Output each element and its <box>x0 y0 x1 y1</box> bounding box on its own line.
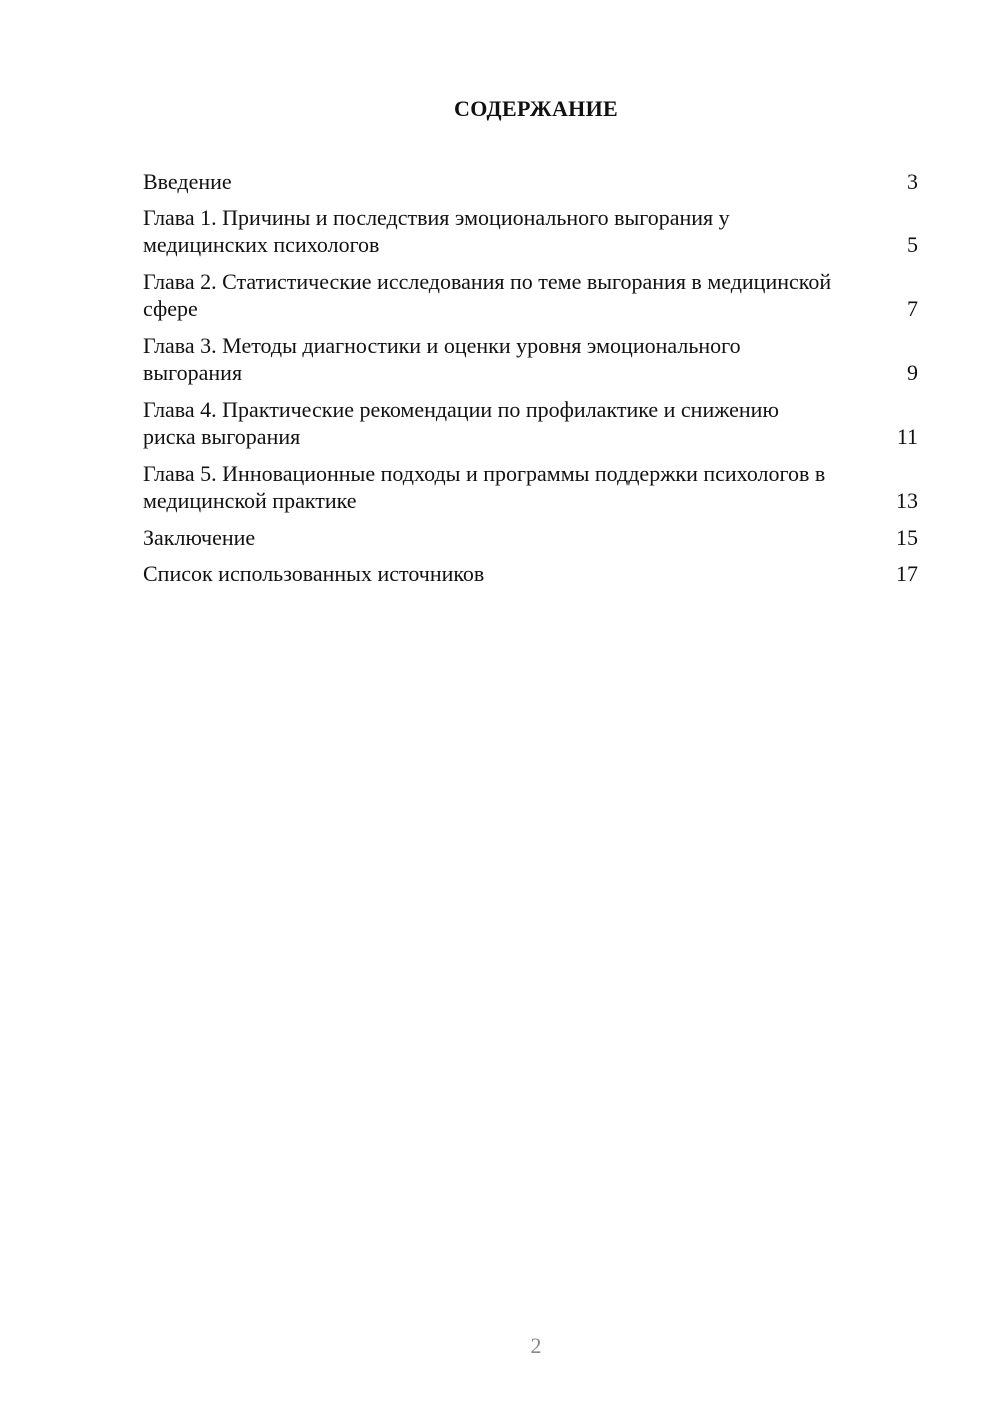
toc-entry-text: Заключение <box>143 525 256 550</box>
toc-entry-page: 17 <box>896 561 918 586</box>
toc-entry-introduction <box>143 168 918 195</box>
toc-entry-chapter-3 <box>143 332 918 386</box>
toc-entry-text: Глава 1. Причины и последствия эмоционального выгорания у медицинских психологов <box>143 205 730 257</box>
table-of-contents <box>143 168 918 596</box>
toc-entry-page: 11 <box>896 424 918 449</box>
toc-entry-text: Список использованных источников <box>143 561 485 586</box>
toc-entry-references <box>143 560 918 587</box>
toc-entry-page: 15 <box>896 525 918 550</box>
toc-entry-chapter-4 <box>143 396 918 450</box>
page-number: 2 <box>530 1333 542 1358</box>
toc-title: СОДЕРЖАНИЕ <box>454 96 618 121</box>
toc-entry-text: Глава 3. Методы диагностики и оценки уровня эмоционального выгорания <box>143 333 741 385</box>
toc-entry-text: Введение <box>143 169 232 194</box>
toc-entry-text: Глава 2. Статистические исследования по теме выгорания в медицинской сфере <box>143 269 832 321</box>
toc-entry-conclusion <box>143 524 918 551</box>
toc-entry-page: 3 <box>907 169 918 194</box>
toc-entry-chapter-2 <box>143 268 918 322</box>
toc-entry-page: 9 <box>907 360 918 385</box>
toc-entry-chapter-5 <box>143 460 918 514</box>
toc-entry-page: 13 <box>896 488 918 513</box>
toc-entry-page: 7 <box>907 296 918 321</box>
toc-entry-text: Глава 5. Инновационные подходы и программы поддержки психологов в медицинской практике <box>143 461 826 513</box>
toc-entry-text: Глава 4. Практические рекомендации по профилактике и снижению риска выгорания <box>143 397 779 449</box>
toc-entry-page: 5 <box>907 232 918 257</box>
toc-entry-chapter-1 <box>143 204 918 258</box>
